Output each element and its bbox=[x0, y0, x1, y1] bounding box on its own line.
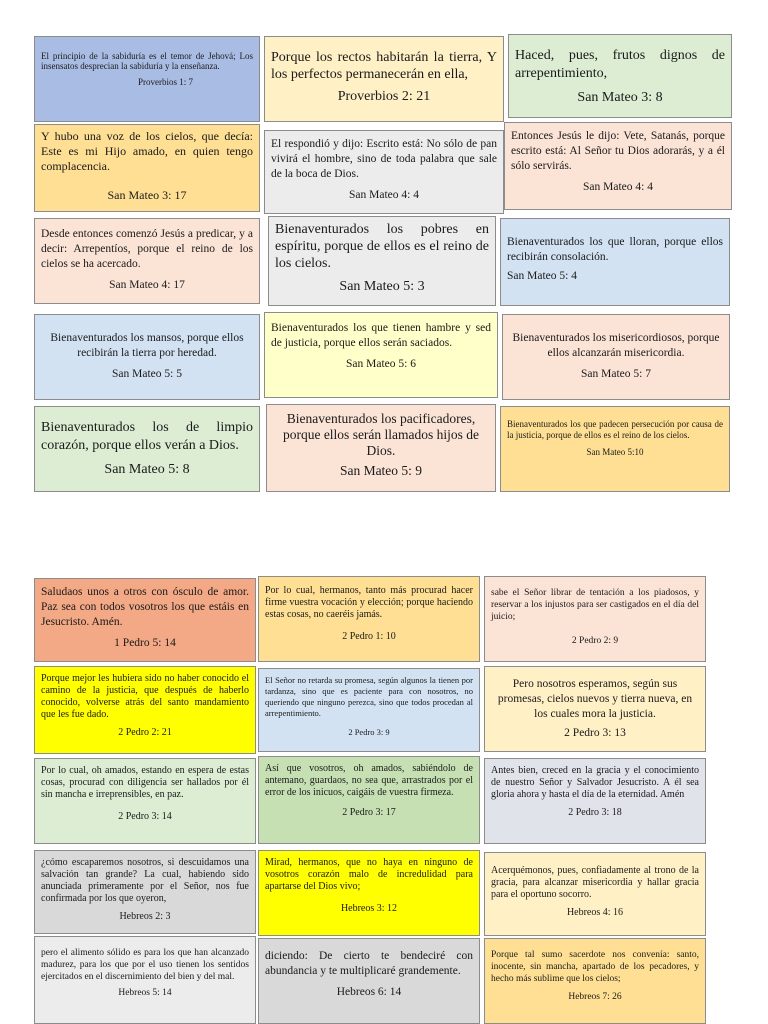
verse-card bbox=[484, 576, 706, 662]
verse-card bbox=[258, 576, 480, 662]
verse-reference: 2 Pedro 1: 10 bbox=[342, 631, 396, 642]
verse-card bbox=[34, 758, 256, 844]
verse-text: El Señor no retarda su promesa, según algunos la tienen por tardanza, sino que es paciente para con nosotros, no queriendo que ninguno perezca, sino que todos procedan al arrepentimiento. bbox=[265, 675, 473, 718]
verse-reference: San Mateo 5: 3 bbox=[339, 279, 425, 294]
verse-text: Bienaventurados los que padecen persecución por causa de la justicia, porque de ellos es el reino de los cielos. bbox=[507, 419, 723, 440]
verse-reference: 2 Pedro 2: 9 bbox=[571, 636, 619, 646]
verse-reference: 2 Pedro 2: 21 bbox=[118, 727, 172, 738]
verse-card bbox=[34, 936, 256, 1024]
verse-text: Porque tal sumo sacerdote nos convenía: santo, inocente, sin mancha, apartado de los pecadores, y hecho más sublime que los cielos; bbox=[491, 950, 699, 984]
verse-text: diciendo: De cierto te bendeciré con abundancia y te multiplicaré grandemente. bbox=[265, 950, 473, 977]
verse-card bbox=[504, 122, 732, 210]
verse-reference: Hebreos 5: 14 bbox=[118, 988, 172, 998]
verse-card bbox=[34, 666, 256, 754]
verse-text: Porque mejor les hubiera sido no haber conocido el camino de la justicia, que después de haberlo conocido, volverse atrás del santo mandamiento que les fue dado. bbox=[41, 673, 249, 720]
verse-text: Pero nosotros esperamos, según sus promesas, cielos nuevos y tierra nueva, en los cuales mora la justicia. bbox=[497, 678, 693, 720]
verse-reference: Hebreos 3: 12 bbox=[340, 903, 398, 914]
verse-card bbox=[34, 578, 256, 662]
verse-card bbox=[34, 314, 260, 400]
verse-reference: 2 Pedro 3: 13 bbox=[564, 727, 626, 739]
verse-text: Bienaventurados los de limpio corazón, porque ellos verán a Dios. bbox=[41, 420, 253, 453]
verse-card bbox=[258, 756, 480, 844]
verse-reference: 2 Pedro 3: 18 bbox=[568, 807, 622, 818]
verse-card bbox=[34, 124, 260, 212]
verse-text: Porque los rectos habitarán la tierra, Y los perfectos permanecerán en ella, bbox=[271, 50, 497, 82]
verse-text: Bienaventurados los que tienen hambre y sed de justicia, porque ellos serán saciados. bbox=[271, 322, 491, 349]
verse-text: Desde entonces comenzó Jesús a predicar, y a decir: Arrepentíos, porque el reino de los cielos se ha acercado. bbox=[41, 228, 253, 270]
verse-reference: San Mateo 4: 17 bbox=[109, 279, 185, 291]
verse-card bbox=[34, 36, 260, 122]
verse-text: sabe el Señor librar de tentación a los piadosos, y reservar a los injustos para ser castigados en el día del juicio; bbox=[491, 588, 699, 622]
verse-text: ¿cómo escaparemos nosotros, si descuidamos una salvación tan grande? La cual, habiendo sido anunciada primeramente por el Señor, nos fue confirmada por los que oyeron, bbox=[41, 857, 249, 904]
verse-reference: Hebreos 7: 26 bbox=[568, 992, 622, 1002]
verse-reference: Proverbios 2: 21 bbox=[337, 89, 431, 104]
verse-reference: San Mateo 5: 4 bbox=[507, 270, 577, 282]
verse-card bbox=[484, 938, 706, 1024]
verse-text: Saludaos unos a otros con ósculo de amor. Paz sea con todos vosotros los que estáis en Jesucristo. Amén. bbox=[41, 586, 249, 628]
verse-card bbox=[500, 406, 730, 492]
verse-reference: San Mateo 5: 8 bbox=[104, 462, 190, 477]
verse-reference: 2 Pedro 3: 9 bbox=[348, 727, 390, 737]
verse-text: Entonces Jesús le dijo: Vete, Satanás, porque escrito está: Al Señor tu Dios adorarás, y a él sólo servirás. bbox=[511, 130, 725, 172]
verse-reference: San Mateo 5: 6 bbox=[346, 358, 416, 370]
verse-card bbox=[258, 938, 480, 1024]
verse-card bbox=[264, 36, 504, 122]
verse-text: El respondió y dijo: Escrito está: No sólo de pan vivirá el hombre, sino de toda palabra que sale de la boca de Dios. bbox=[271, 138, 497, 180]
verse-text: Por lo cual, oh amados, estando en espera de estas cosas, procurad con diligencia ser hallados por él sin mancha e irreprensibles, en paz. bbox=[41, 765, 249, 800]
verse-text: Y hubo una voz de los cielos, que decía: Este es mi Hijo amado, en quien tengo complacencia. bbox=[41, 129, 253, 173]
verse-card bbox=[34, 218, 260, 304]
verse-reference: San Mateo 4: 4 bbox=[349, 189, 419, 201]
verse-reference: San Mateo 5: 5 bbox=[112, 368, 182, 380]
verse-card bbox=[34, 406, 260, 492]
verse-card bbox=[264, 130, 504, 214]
verse-text: Así que vosotros, oh amados, sabiéndolo de antemano, guardaos, no sea que, arrastrados por el error de los inicuos, caigáis de vuestra firmeza. bbox=[265, 763, 473, 798]
verse-text: Haced, pues, frutos dignos de arrepentimiento, bbox=[515, 48, 725, 81]
verse-reference: San Mateo 4: 4 bbox=[583, 181, 653, 193]
verse-reference: San Mateo 5:10 bbox=[586, 447, 644, 457]
verse-reference: San Mateo 5: 9 bbox=[339, 463, 423, 478]
verse-text: Bienaventurados los mansos, porque ellos recibirán la tierra por heredad. bbox=[50, 332, 244, 359]
verse-reference: San Mateo 3: 8 bbox=[577, 90, 663, 105]
verse-reference: 1 Pedro 5: 14 bbox=[114, 637, 176, 649]
verse-text: pero el alimento sólido es para los que han alcanzado madurez, para los que por el uso tienen los sentidos ejercitados en el discernimiento del bien y del mal. bbox=[41, 948, 249, 982]
verse-text: El principio de la sabiduría es el temor de Jehová; Los insensatos desprecian la sabiduría y la enseñanza. bbox=[41, 51, 253, 71]
verse-text: Acerquémonos, pues, confiadamente al trono de la gracia, para alcanzar misericordia y hallar gracia para el oportuno socorro. bbox=[491, 865, 699, 900]
verse-reference: Hebreos 6: 14 bbox=[336, 986, 402, 998]
verse-reference: San Mateo 3: 17 bbox=[107, 188, 187, 202]
verse-text: Bienaventurados los que lloran, porque ellos recibirán consolación. bbox=[507, 236, 723, 263]
verse-card bbox=[34, 850, 256, 934]
verse-card bbox=[500, 218, 730, 306]
verse-card bbox=[508, 34, 732, 118]
verse-text: Mirad, hermanos, que no haya en ninguno de vosotros corazón malo de incredulidad para apartarse del Dios vivo; bbox=[265, 857, 473, 892]
verse-reference: 2 Pedro 3: 14 bbox=[118, 811, 172, 822]
verse-reference: Hebreos 4: 16 bbox=[566, 907, 624, 918]
verse-text: Por lo cual, hermanos, tanto más procurad hacer firme vuestra vocación y elección; porque haciendo estas cosas, no caeréis jamás. bbox=[265, 585, 473, 620]
verse-text: Antes bien, creced en la gracia y el conocimiento de nuestro Señor y Salvador Jesucristo. A él sea gloria ahora y hasta el día de la eternidad. Amén bbox=[491, 765, 699, 800]
verse-text: Bienaventurados los pobres en espíritu, porque de ellos es el reino de los cielos. bbox=[275, 222, 489, 271]
verse-card bbox=[484, 758, 706, 844]
verse-card bbox=[264, 312, 498, 398]
verse-reference: Hebreos 2: 3 bbox=[119, 911, 171, 922]
verse-reference: San Mateo 5: 7 bbox=[581, 368, 651, 380]
verse-card bbox=[258, 668, 480, 752]
verse-reference: Proverbios 1: 7 bbox=[138, 77, 193, 87]
verse-card bbox=[266, 404, 496, 492]
verse-card bbox=[268, 216, 496, 306]
verse-reference: 2 Pedro 3: 17 bbox=[342, 807, 396, 818]
verse-card bbox=[484, 852, 706, 936]
verse-card bbox=[258, 850, 480, 936]
verse-card bbox=[502, 314, 730, 400]
verse-text: Bienaventurados los misericordiosos, porque ellos alcanzarán misericordia. bbox=[512, 332, 720, 359]
verse-text: Bienaventurados los pacificadores, porque ellos serán llamados hijos de Dios. bbox=[282, 411, 480, 458]
verse-card bbox=[484, 666, 706, 752]
